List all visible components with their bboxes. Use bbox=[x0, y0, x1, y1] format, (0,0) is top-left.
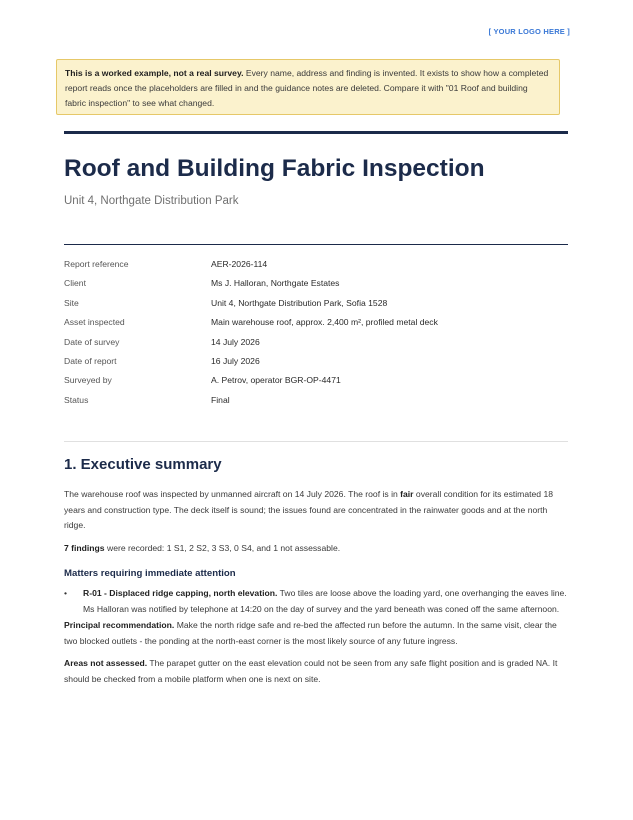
finding-item-r01 bbox=[64, 586, 570, 617]
meta-row-asset bbox=[64, 316, 568, 335]
meta-row-date-survey bbox=[64, 336, 568, 355]
meta-label: Surveyed by bbox=[64, 375, 112, 386]
findings-count: 7 findings bbox=[64, 542, 105, 553]
meta-value: Final bbox=[211, 394, 230, 405]
recommendation-text: Make the north ridge safe and re-bed the affected run before the autumn. In the same visit, clear the two blocked outlets - the ponding at the north-east corner is the most likely source of any future ingress. bbox=[64, 620, 557, 646]
executive-summary-body bbox=[64, 487, 570, 695]
page-subtitle: Unit 4, Northgate Distribution Park bbox=[64, 195, 239, 207]
areas-not-assessed-text: The parapet gutter on the east elevation could not be seen from any safe flight position and is graded NA. It should be checked from a mobile platform when one is next on site. bbox=[64, 658, 558, 684]
summary-text-a: The warehouse roof was inspected by unmanned aircraft on 14 July 2026. The roof is in bbox=[64, 489, 401, 499]
meta-row-status bbox=[64, 394, 568, 413]
condition-grade: fair bbox=[400, 489, 414, 499]
meta-label: Report reference bbox=[64, 259, 129, 269]
meta-value: Unit 4, Northgate Distribution Park, Sofia 1528 bbox=[211, 297, 388, 308]
meta-row-date-report bbox=[64, 355, 568, 374]
section-divider bbox=[64, 441, 568, 442]
worked-example-notice bbox=[56, 59, 560, 115]
findings-breakdown: were recorded: 1 S1, 2 S2, 3 S3, 0 S4, and 1 not assessable. bbox=[104, 542, 341, 553]
areas-not-assessed-paragraph bbox=[64, 656, 570, 687]
meta-label: Date of report bbox=[64, 355, 117, 366]
meta-value: AER-2026-114 bbox=[211, 259, 268, 269]
logo-placeholder: [ YOUR LOGO HERE ] bbox=[488, 27, 570, 36]
meta-label: Date of survey bbox=[64, 336, 120, 347]
meta-value: 14 July 2026 bbox=[211, 336, 260, 347]
meta-row-surveyed-by bbox=[64, 374, 568, 393]
summary-text-b: overall condition for its estimated 18 years and construction type. The deck itself is sound; the issues found are concentrated in the rainwater goods and at the north ridge. bbox=[64, 489, 554, 531]
meta-row-site bbox=[64, 297, 568, 316]
notice-text: Every name, address and finding is invented. It exists to show how a completed report reads once the placeholders are filled in and the guidance notes are deleted. Compare it with "01 Roof and building fabric inspection" to see what changed. bbox=[65, 68, 549, 108]
findings-count-paragraph bbox=[64, 541, 570, 557]
recommendation-label: Principal recommendation. bbox=[64, 620, 175, 631]
finding-text: Two tiles are loose above the loading yard, one overhanging the eaves line. Ms Halloran was notified by telephone at 14:20 on the day of survey and the yard beneath was coned off the same afternoon. bbox=[83, 587, 567, 614]
meta-value: A. Petrov, operator BGR-OP-4471 bbox=[211, 375, 341, 386]
notice-bold: This is a worked example, not a real survey. bbox=[65, 68, 244, 78]
meta-label: Site bbox=[64, 297, 79, 308]
meta-value: 16 July 2026 bbox=[211, 355, 260, 366]
page-title: Roof and Building Fabric Inspection bbox=[64, 155, 485, 182]
meta-row-client bbox=[64, 277, 568, 296]
meta-label: Client bbox=[64, 278, 86, 289]
summary-paragraph bbox=[64, 487, 570, 534]
subheading-immediate-attention: Matters requiring immediate attention bbox=[64, 568, 236, 580]
meta-label: Asset inspected bbox=[64, 317, 125, 328]
meta-label: Status bbox=[64, 394, 89, 405]
areas-not-assessed-label: Areas not assessed. bbox=[64, 658, 148, 669]
meta-row-report-reference bbox=[64, 258, 568, 277]
section-heading-executive-summary: 1. Executive summary bbox=[64, 456, 222, 473]
bullet-icon: • bbox=[64, 587, 68, 598]
finding-title: R-01 - Displaced ridge capping, north elevation. bbox=[83, 587, 278, 598]
title-rule-top bbox=[64, 131, 568, 134]
principal-recommendation-paragraph bbox=[64, 618, 570, 649]
report-metadata-table bbox=[64, 258, 568, 413]
meta-value: Main warehouse roof, approx. 2,400 m², profiled metal deck bbox=[211, 317, 438, 328]
meta-value: Ms J. Halloran, Northgate Estates bbox=[211, 278, 340, 289]
title-rule-bottom bbox=[64, 244, 568, 245]
